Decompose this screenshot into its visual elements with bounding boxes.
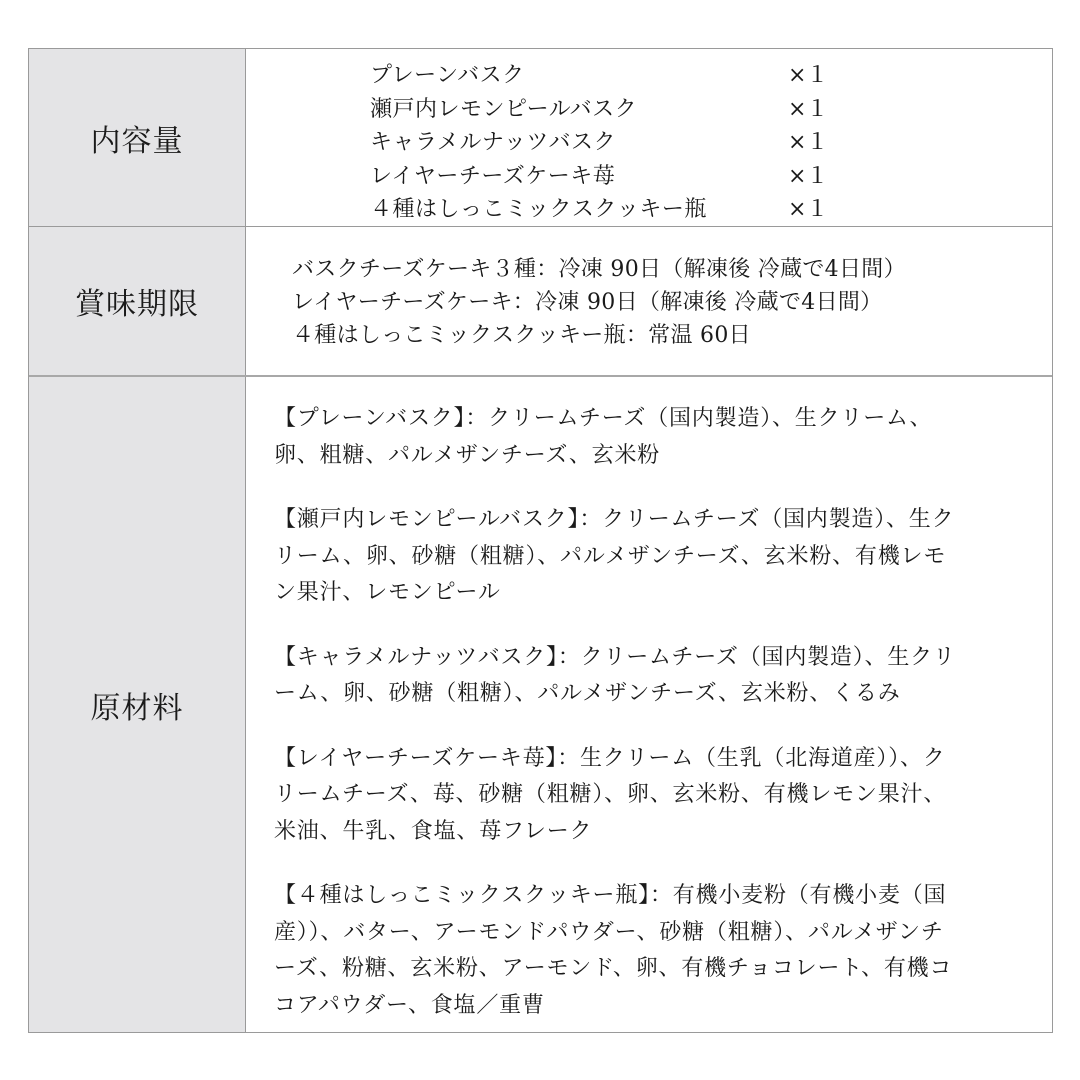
best-before-list xyxy=(292,253,906,352)
contents-item xyxy=(370,191,848,225)
ingredient-block-plain-basque xyxy=(274,401,1034,474)
contents-item xyxy=(370,158,848,192)
ingredient-line: リーム、卵、砂糖（粗糖）、パルメザンチーズ、玄米粉、有機レモ xyxy=(274,543,947,569)
ingredients-row xyxy=(29,377,1052,1032)
item-name: ４種はしっこミックスクッキー瓶 xyxy=(370,197,707,223)
ingredients-cell xyxy=(246,377,1052,1032)
item-name: 瀬戸内レモンピールバスク xyxy=(370,96,638,122)
best-before-row xyxy=(29,227,1052,377)
ingredient-block-cookie-jar xyxy=(274,878,1034,1024)
ingredient-line: コアパウダー、食塩／重曹 xyxy=(274,992,545,1018)
product-spec-table xyxy=(28,48,1053,1033)
contents-item xyxy=(370,57,848,91)
contents-cell xyxy=(246,49,1052,226)
contents-label: 内容量 xyxy=(29,49,246,226)
best-before-line: ４種はしっこミックスクッキー瓶：常温 60日 xyxy=(292,323,751,348)
ingredient-line: 【４種はしっこミックスクッキー瓶】：有機小麦粉（有機小麦（国 xyxy=(274,883,947,908)
item-quantity: ×１ xyxy=(788,96,829,122)
contents-row xyxy=(29,49,1052,227)
ingredients-list xyxy=(274,401,1034,1052)
item-quantity: ×１ xyxy=(788,197,829,223)
contents-list xyxy=(370,57,848,225)
ingredient-line: ン果汁、レモンピール xyxy=(274,580,501,605)
item-name: キャラメルナッツバスク xyxy=(370,130,616,156)
item-quantity: ×１ xyxy=(788,63,829,89)
best-before-line: レイヤーチーズケーキ：冷凍 90日（解凍後 冷蔵で4日間） xyxy=(292,290,883,315)
contents-item xyxy=(370,91,848,125)
ingredients-label: 原材料 xyxy=(29,377,246,1032)
item-quantity: ×１ xyxy=(788,163,829,189)
item-name: レイヤーチーズケーキ苺 xyxy=(370,163,616,189)
ingredient-line: 【瀬戸内レモンピールバスク】：クリームチーズ（国内製造）、生ク xyxy=(274,507,955,532)
ingredient-line: ーム、卵、砂糖（粗糖）、パルメザンチーズ、玄米粉、くるみ xyxy=(274,681,901,706)
best-before-line: バスクチーズケーキ３種：冷凍 90日（解凍後 冷蔵で4日間） xyxy=(292,257,906,282)
ingredient-line: 【キャラメルナッツバスク】：クリームチーズ（国内製造）、生クリ xyxy=(274,644,956,670)
item-quantity: ×１ xyxy=(788,130,829,156)
ingredient-line: 米油、牛乳、食塩、苺フレーク xyxy=(274,818,593,844)
ingredient-line: 産））、バター、アーモンドパウダー、砂糖（粗糖）、パルメザンチ xyxy=(274,919,944,945)
best-before-label: 賞味期限 xyxy=(29,227,246,375)
ingredient-line: リームチーズ、苺、砂糖（粗糖）、卵、玄米粉、有機レモン果汁、 xyxy=(274,782,947,807)
ingredient-line: 【プレーンバスク】：クリームチーズ（国内製造）、生クリーム、 xyxy=(274,406,933,431)
ingredient-line: 卵、粗糖、パルメザンチーズ、玄米粉 xyxy=(274,442,661,468)
item-name: プレーンバスク xyxy=(370,63,525,89)
ingredient-block-lemon-peel-basque xyxy=(274,502,1034,612)
ingredient-block-layer-cheesecake xyxy=(274,741,1034,851)
contents-item xyxy=(370,124,848,158)
ingredient-line: ーズ、粉糖、玄米粉、アーモンド、卵、有機チョコレート、有機コ xyxy=(274,956,953,981)
ingredient-block-caramel-nut-basque xyxy=(274,640,1034,713)
ingredient-line: 【レイヤーチーズケーキ苺】：生クリーム（生乳（北海道産））、ク xyxy=(274,745,946,771)
best-before-cell xyxy=(246,227,1052,375)
